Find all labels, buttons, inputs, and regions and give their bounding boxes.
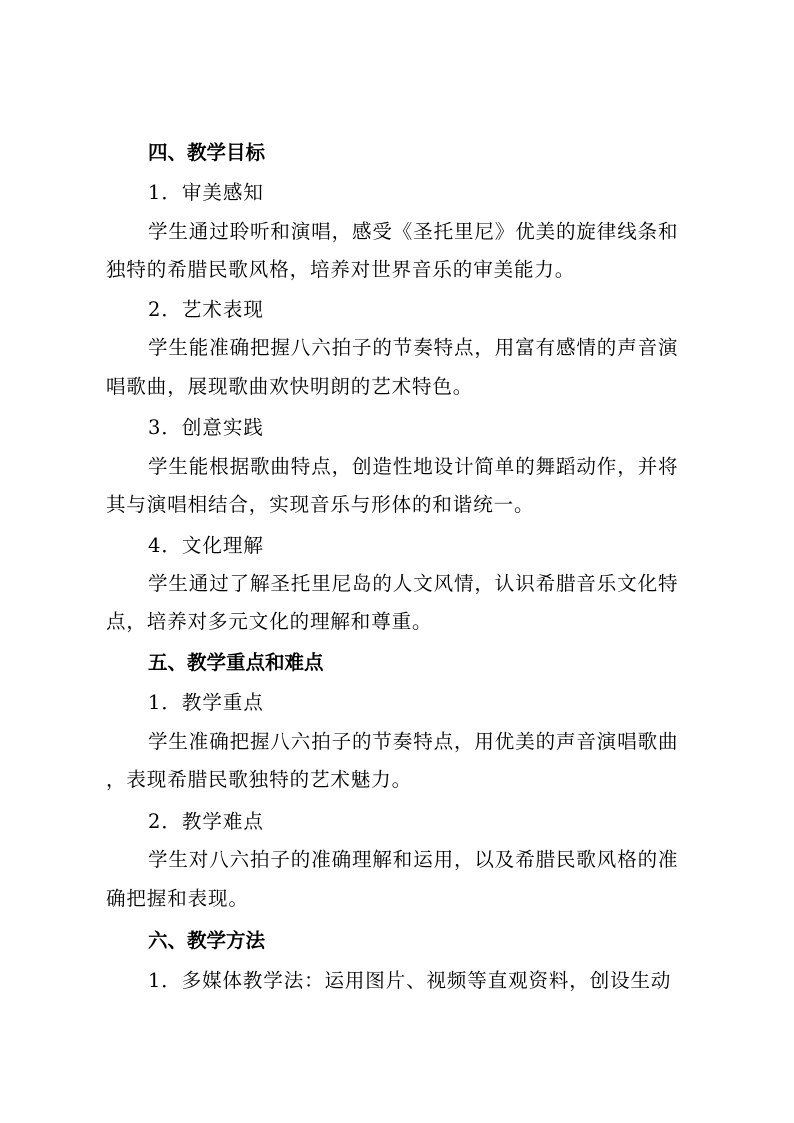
paragraph-line: 学生通过聆听和演唱，感受《圣托里尼》优美的旋律线条和 [148, 220, 679, 243]
paragraph-line: 点，培养对多元文化的理解和尊重。 [106, 610, 433, 633]
paragraph-line: 1．多媒体教学法：运用图片、视频等直观资料，创设生动 [148, 969, 672, 992]
subheading-aesthetic-perception: 1．审美感知 [148, 181, 264, 204]
subheading-artistic-expression: 2．艺术表现 [148, 298, 264, 321]
subheading-teaching-focus: 1．教学重点 [148, 691, 264, 714]
section-heading-methods: 六、教学方法 [148, 929, 266, 952]
paragraph-line: 学生能准确把握八六拍子的节奏特点，用富有感情的声音演 [148, 336, 679, 359]
paragraph-line: 确把握和表现。 [106, 887, 249, 910]
paragraph-line: 学生通过了解圣托里尼岛的人文风情，认识希腊音乐文化特 [148, 572, 679, 595]
paragraph-line: 学生能根据歌曲特点，创造性地设计简单的舞蹈动作，并将 [148, 455, 679, 478]
paragraph-line: 独特的希腊民歌风格，培养对世界音乐的审美能力。 [106, 258, 576, 281]
paragraph-line: 学生对八六拍子的准确理解和运用，以及希腊民歌风格的准 [148, 848, 679, 871]
subheading-teaching-difficulty: 2．教学难点 [148, 810, 264, 833]
paragraph-line: 唱歌曲，展现歌曲欢快明朗的艺术特色。 [106, 375, 474, 398]
subheading-cultural-understanding: 4．文化理解 [148, 534, 264, 557]
section-heading-objectives: 四、教学目标 [148, 141, 266, 164]
paragraph-line: ，表现希腊民歌独特的艺术魅力。 [106, 768, 413, 791]
subheading-creative-practice: 3．创意实践 [148, 416, 264, 439]
section-heading-key-points: 五、教学重点和难点 [148, 651, 324, 674]
paragraph-line: 学生准确把握八六拍子的节奏特点，用优美的声音演唱歌曲 [148, 730, 679, 753]
paragraph-line: 其与演唱相结合，实现音乐与形体的和谐统一。 [106, 493, 535, 516]
